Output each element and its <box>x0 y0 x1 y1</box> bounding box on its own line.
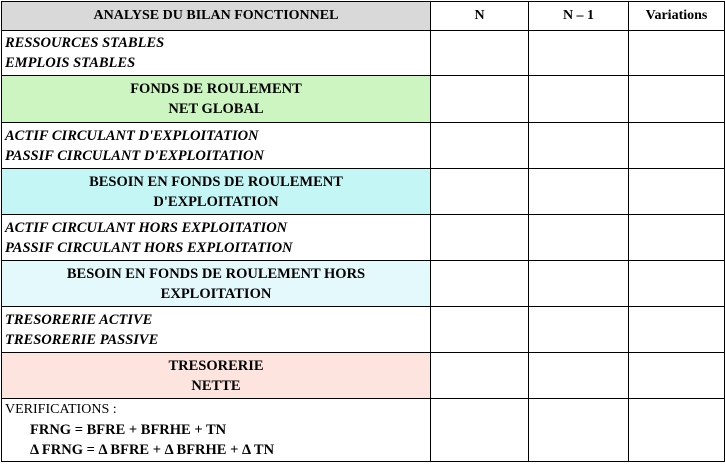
label-ressources-stables: RESSOURCES STABLES <box>5 35 165 51</box>
cell-variations[interactable] <box>629 261 725 307</box>
header-col-variations: Variations <box>629 2 725 31</box>
label-bfre-line2: D'EXPLOITATION <box>153 193 279 210</box>
label-verifications <box>2 399 431 462</box>
cell-n[interactable] <box>431 353 529 399</box>
label-bfrhe-line1: BESOIN EN FONDS DE ROULEMENT HORS <box>66 265 366 282</box>
row-circulant-hors-exploitation <box>2 215 725 261</box>
header-col-n: N <box>431 2 529 31</box>
row-bfre <box>2 169 725 215</box>
header-row <box>2 2 725 31</box>
cell-n-1[interactable] <box>529 307 629 353</box>
label-passif-circulant-hors-exploitation: PASSIF CIRCULANT HORS EXPLOITATION <box>5 239 293 256</box>
label-emplois-stables: EMPLOIS STABLES <box>5 55 136 71</box>
row-frng <box>2 76 725 123</box>
cell-variations[interactable] <box>629 123 725 169</box>
cell-n[interactable] <box>431 31 529 76</box>
label-frng-line2: NET GLOBAL <box>168 101 264 117</box>
header-col-n-1: N – 1 <box>529 2 629 31</box>
cell-n-1[interactable] <box>529 31 629 76</box>
cell-variations[interactable] <box>629 169 725 215</box>
cell-variations[interactable] <box>629 307 725 353</box>
cell-variations[interactable] <box>629 215 725 261</box>
label-tresorerie-nette <box>2 353 431 399</box>
cell-n-1[interactable] <box>529 169 629 215</box>
row-bfrhe <box>2 261 725 307</box>
verification-formula-delta: Δ FRNG = Δ BFRE + Δ BFRHE + Δ TN <box>30 442 275 458</box>
label-bfrhe-line2: EXPLOITATION <box>160 285 272 302</box>
cell-n[interactable] <box>431 169 529 215</box>
label-bfre-line1: BESOIN EN FONDS DE ROULEMENT <box>89 173 343 190</box>
header-title: ANALYSE DU BILAN FONCTIONNEL <box>2 2 431 31</box>
label-circulant-hors-exploitation <box>2 215 431 261</box>
cell-n[interactable] <box>431 123 529 169</box>
label-circulant-exploitation <box>2 123 431 169</box>
label-frng <box>2 76 431 123</box>
label-ressources-emplois <box>2 31 431 76</box>
row-ressources-emplois <box>2 31 725 76</box>
label-tresorerie-passive: TRESORERIE PASSIVE <box>5 331 159 348</box>
row-circulant-exploitation <box>2 123 725 169</box>
cell-n[interactable] <box>431 215 529 261</box>
cell-n-1[interactable] <box>529 261 629 307</box>
cell-variations[interactable] <box>629 399 725 462</box>
label-frng-line1: FONDS DE ROULEMENT <box>130 81 302 97</box>
label-tn-line1: TRESORERIE <box>168 357 264 374</box>
label-tresorerie-active: TRESORERIE ACTIVE <box>5 311 153 328</box>
cell-n-1[interactable] <box>529 353 629 399</box>
label-actif-circulant-exploitation: ACTIF CIRCULANT D'EXPLOITATION <box>5 127 259 144</box>
cell-variations[interactable] <box>629 31 725 76</box>
label-bfre <box>2 169 431 215</box>
cell-n-1[interactable] <box>529 215 629 261</box>
row-tresorerie-nette <box>2 353 725 399</box>
cell-n-1[interactable] <box>529 399 629 462</box>
verifications-label: VERIFICATIONS : <box>5 402 117 417</box>
verification-formula-frng: FRNG = BFRE + BFRHE + TN <box>30 422 227 438</box>
cell-n[interactable] <box>431 76 529 123</box>
cell-n-1[interactable] <box>529 123 629 169</box>
cell-n[interactable] <box>431 261 529 307</box>
cell-variations[interactable] <box>629 76 725 123</box>
cell-n[interactable] <box>431 307 529 353</box>
cell-variations[interactable] <box>629 353 725 399</box>
label-tn-line2: NETTE <box>191 377 241 394</box>
bilan-fonctionnel-table <box>1 1 725 462</box>
row-tresorerie <box>2 307 725 353</box>
cell-n-1[interactable] <box>529 76 629 123</box>
label-actif-circulant-hors-exploitation: ACTIF CIRCULANT HORS EXPLOITATION <box>5 219 288 236</box>
row-verifications <box>2 399 725 462</box>
cell-n[interactable] <box>431 399 529 462</box>
label-passif-circulant-exploitation: PASSIF CIRCULANT D'EXPLOITATION <box>5 147 264 164</box>
label-tresorerie <box>2 307 431 353</box>
label-bfrhe <box>2 261 431 307</box>
